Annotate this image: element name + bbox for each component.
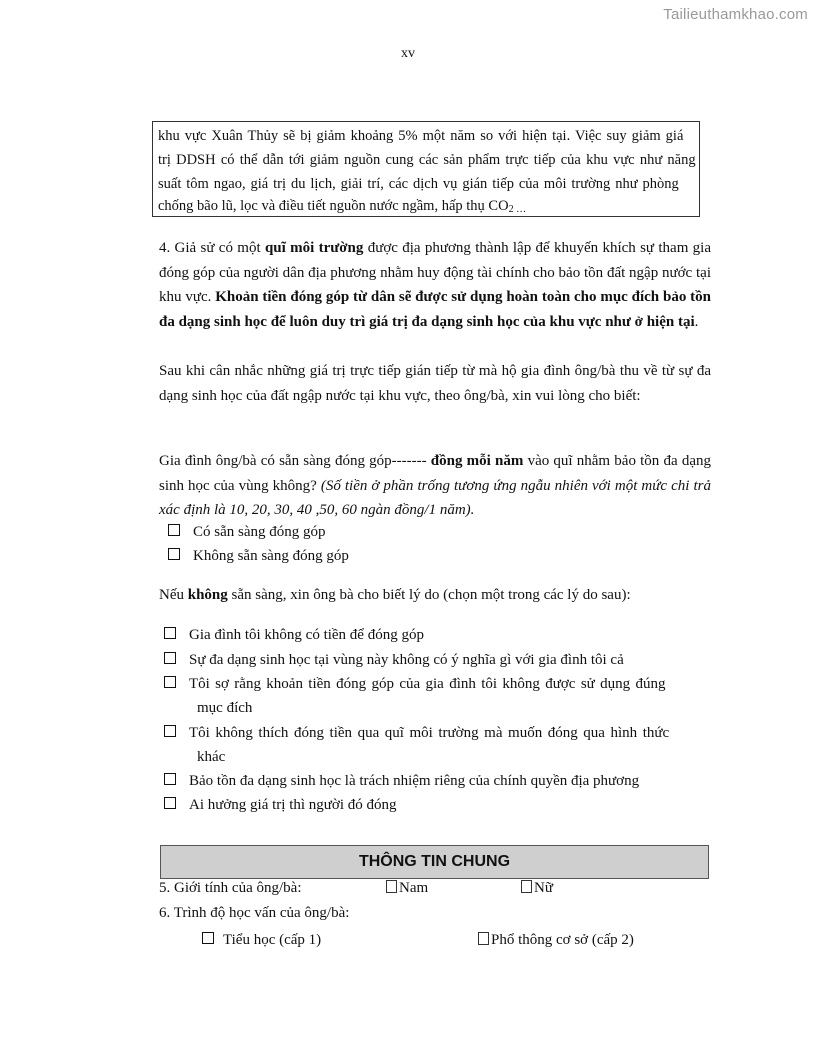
reason-label: Gia đình tôi không có tiền để đóng góp [189, 627, 424, 643]
reason-intro-bold: không [187, 587, 228, 603]
q5-option-male[interactable] [386, 880, 428, 897]
wtp-question [159, 449, 711, 523]
checkbox-icon[interactable] [202, 932, 214, 944]
q4-text-2: được địa phương thành lập để khuyến khích sự tham gia đóng góp của người dân địa phương nhằm huy động tài chính cho bảo tồn đất ngập nước tại khu vực. [159, 240, 712, 305]
reason-option-1[interactable] [164, 623, 424, 647]
q4-bold-2: Khoản tiền đóng góp từ dân sẽ được sử dụng hoàn toàn cho mục đích bảo tồn đa dạng sinh học để luôn duy trì giá trị đa dạng sinh học của khu vực như ở hiện tại [159, 289, 711, 330]
checkbox-icon[interactable] [386, 880, 397, 893]
checkbox-icon[interactable] [164, 652, 176, 664]
q6-option-primary[interactable] [202, 928, 321, 952]
q6-secondary-label: Phổ thông cơ sở (cấp 2) [491, 932, 634, 948]
reason-option-4[interactable] [164, 721, 669, 745]
q5-male-label: Nam [399, 880, 429, 896]
wtp-bold: đồng mỗi năm [430, 453, 524, 469]
q4-text-3: . [694, 313, 699, 330]
wtp-option-no[interactable] [168, 544, 349, 568]
reason-option-6[interactable] [164, 793, 397, 817]
box-line-1: khu vực Xuân Thủy sẽ bị giảm khoảng 5% một năm so với hiện tại. Việc suy giảm giá [158, 128, 684, 144]
checkbox-icon[interactable] [164, 627, 176, 639]
q4-bold-1: quĩ môi trường [264, 240, 364, 256]
checkbox-icon[interactable] [164, 725, 176, 737]
q6-primary-label: Tiểu học (cấp 1) [223, 932, 322, 948]
q5-female-label: Nữ [534, 880, 553, 896]
reason-label: Tôi không thích đóng tiền qua quĩ môi trường mà muốn đóng qua hình thức [189, 725, 670, 741]
reason-intro-text-2: sẵn sàng, xin ông bà cho biết lý do (chọn một trong các lý do sau): [227, 587, 631, 603]
co2-subscript: 2 … [508, 204, 527, 215]
wtp-option-yes[interactable] [168, 520, 326, 544]
box-line-4 [158, 194, 526, 222]
checkbox-icon[interactable] [164, 676, 176, 688]
reason-label: Tôi sợ rằng khoản tiền đóng góp của gia đình tôi không được sử dụng đúng [189, 676, 666, 692]
wtp-text-2: vào quĩ nhằm bảo tồn đa dạng sinh học của vùng không? [159, 453, 712, 494]
reason-label: Sự đa dạng sinh học tại vùng này không có ý nghĩa gì với gia đình tôi cả [189, 652, 624, 668]
consider-paragraph: Sau khi cân nhắc những giá trị trực tiếp gián tiếp từ mà hộ gia đình ông/bà thu về từ sự đa dạng sinh học của đất ngập nước tại khu vực, theo ông/bà, xin vui lòng cho biết: [159, 363, 711, 404]
reason-label: Ai hưởng giá trị thì người đó đóng [189, 797, 397, 813]
checkbox-icon[interactable] [164, 773, 176, 785]
q6-option-secondary[interactable] [478, 928, 634, 952]
reason-intro-text-1: Nếu [159, 587, 188, 603]
checkbox-icon[interactable] [521, 880, 532, 893]
q5-option-female[interactable] [521, 880, 553, 897]
box-line-3: suất tôm ngao, giá trị du lịch, giải trí, các dịch vụ gián tiếp của môi trường như phòng [158, 176, 679, 192]
box-line-4-text: chống bão lũ, lọc và điều tiết nguồn nước ngầm, hấp thụ CO [158, 198, 509, 214]
box-line-2: trị DDSH có thể dẫn tới giảm nguồn cung các sản phẩm trực tiếp của khu vực như năng [158, 152, 696, 168]
q4-text-1: 4. Giả sử có một [159, 240, 265, 256]
checkbox-icon[interactable] [164, 797, 176, 809]
q6-label: 6. Trình độ học vấn của ông/bà: [159, 905, 350, 921]
checkbox-icon[interactable] [478, 932, 489, 945]
section-header: THÔNG TIN CHUNG [160, 845, 709, 879]
reason-option-3[interactable] [164, 672, 665, 696]
reason-option-4-cont: khác [197, 749, 226, 765]
reason-label: Bảo tồn đa dạng sinh học là trách nhiệm riêng của chính quyền địa phương [189, 773, 640, 789]
page-number: xv [401, 46, 415, 61]
reason-intro [159, 587, 631, 604]
reason-option-3-cont: mục đích [197, 700, 253, 716]
wtp-italic-note: (Số tiền ở phần trống tương ứng ngẫu nhiên với một mức chi trả xác định là 10, 20, 30, 40 ,50, 60 ngàn đồng/1 năm). [159, 477, 711, 518]
wtp-option-label: Có sẵn sàng đóng góp [193, 524, 326, 540]
reason-option-5[interactable] [164, 769, 639, 793]
wtp-text-1: Gia đình ông/bà có sẵn sàng đóng góp------- [159, 453, 431, 469]
watermark: Tailieuthamkhao.com [663, 6, 808, 23]
question-4 [159, 236, 711, 334]
wtp-option-label: Không sẵn sàng đóng góp [193, 548, 349, 564]
reason-option-2[interactable] [164, 648, 624, 672]
checkbox-icon[interactable] [168, 524, 180, 536]
checkbox-icon[interactable] [168, 548, 180, 560]
q5-label: 5. Giới tính của ông/bà: [159, 880, 302, 896]
